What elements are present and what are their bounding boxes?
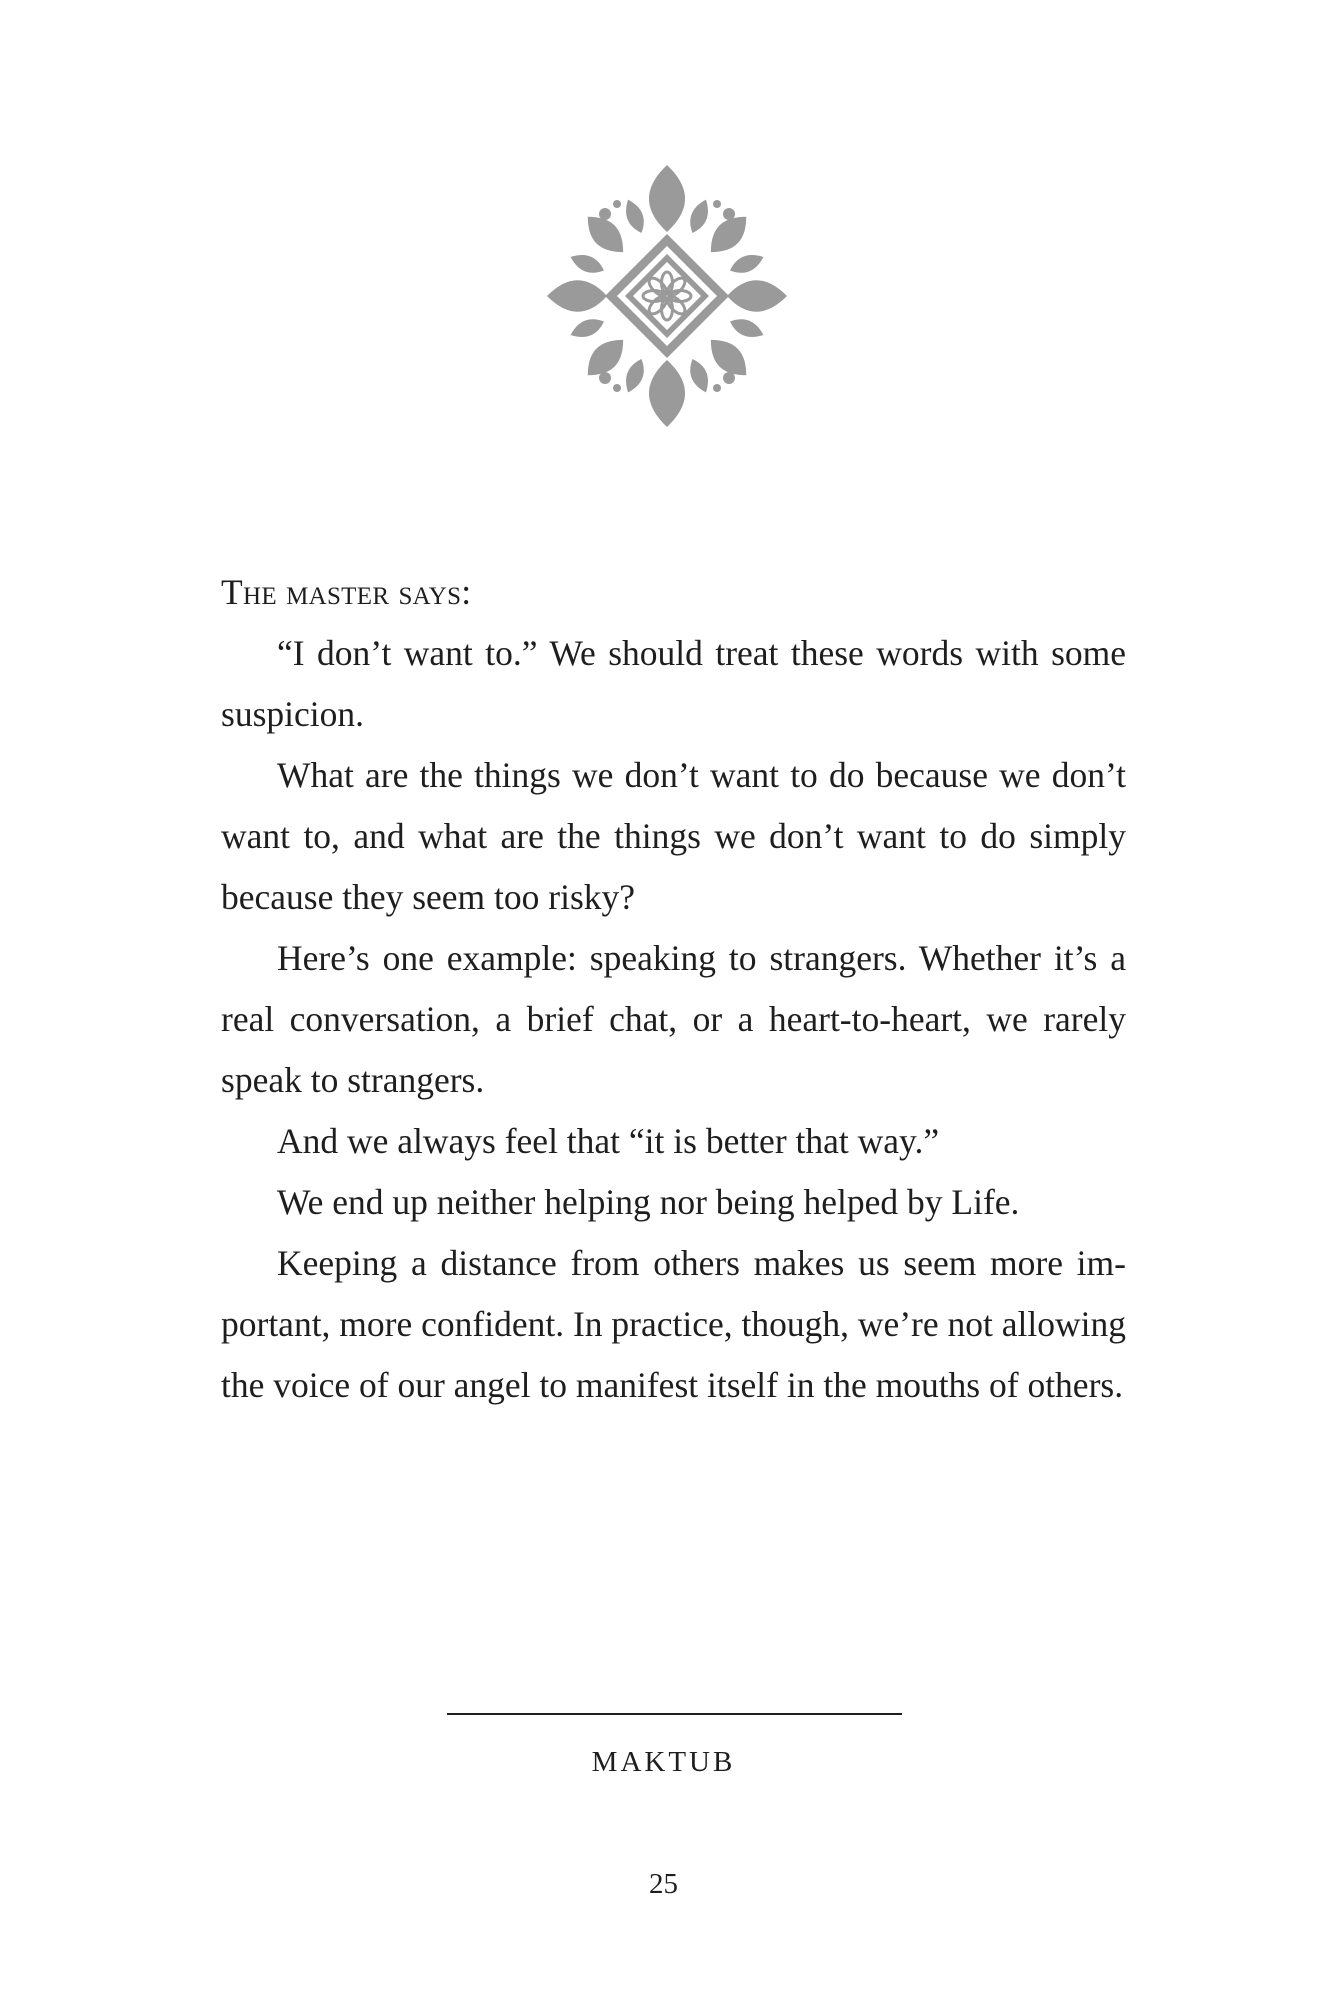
section-heading (221, 562, 1126, 623)
page-number: 25 (649, 1868, 678, 1900)
paragraph: Here’s one example: speaking to strangers. Whether it’s a real conversation, a brief chat, or a heart-to-heart, we rarely speak to strangers. (221, 938, 1126, 1100)
paragraph: What are the things we don’t want to do because we don’t want to, and what are the things we don’t want to do simply because they seem too risky? (221, 755, 1126, 917)
chapter-text (221, 562, 1126, 1416)
paragraph: We end up neither helping nor being helped by Life. (277, 1182, 1020, 1222)
paragraph: And we always feel that “it is better that way.” (277, 1121, 940, 1161)
paragraph: Keeping a distance from others makes us seem more important, more confident. In practice, though, we’re not allowing the voice of our angel to manifest itself in the mouths of others. (221, 1243, 1126, 1405)
heading-lead: The master says: (221, 572, 472, 612)
paragraph: “I don’t want to.” We should treat these words with some suspicion. (221, 633, 1126, 734)
running-footer-title: MAKTUB (591, 1746, 736, 1778)
floral-mandala-icon (547, 165, 787, 427)
footer-divider (447, 1713, 902, 1715)
